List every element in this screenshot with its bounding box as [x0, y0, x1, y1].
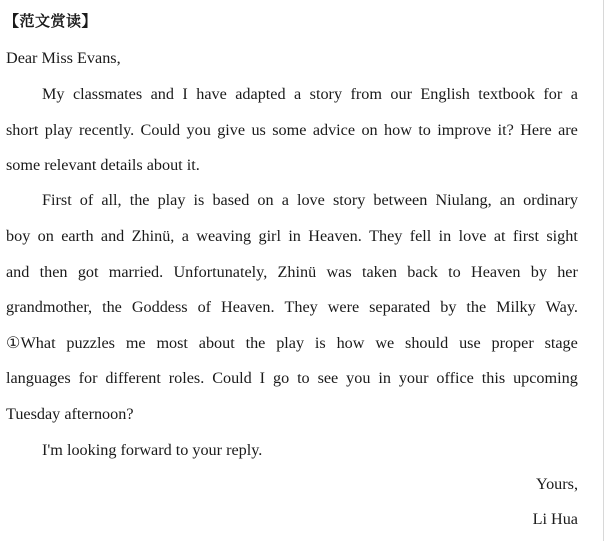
word: advice	[312, 121, 356, 139]
word: story	[309, 85, 343, 103]
paragraph-1-line-1	[42, 84, 578, 104]
word: for	[78, 369, 98, 387]
word: is	[193, 191, 205, 209]
word: it?	[497, 121, 514, 139]
word: ①What	[6, 334, 56, 352]
word: Goddess	[131, 298, 188, 316]
word: weaving	[196, 227, 252, 245]
word: adapted	[235, 85, 286, 103]
word: in	[288, 227, 301, 245]
word: in	[378, 369, 391, 387]
word: My	[42, 85, 65, 103]
word: our	[390, 85, 412, 103]
word: love	[296, 191, 325, 209]
word: back	[407, 263, 438, 281]
word: recently.	[79, 121, 135, 139]
word: give	[217, 121, 246, 139]
word: this	[481, 369, 506, 387]
word: different	[105, 369, 161, 387]
word: a	[294, 85, 302, 103]
word: Heaven	[471, 263, 521, 281]
word: should	[405, 334, 449, 352]
paragraph-2-line-2	[6, 226, 578, 246]
word: her	[557, 263, 578, 281]
word: separated	[369, 298, 431, 316]
word: Zhinü	[277, 263, 317, 281]
word: an	[499, 191, 516, 209]
word: story	[332, 191, 366, 209]
section-heading: 【范文赏读】	[4, 12, 98, 30]
word: to	[418, 121, 431, 139]
word: Niulang,	[435, 191, 492, 209]
word: about	[198, 334, 235, 352]
word: Could	[140, 121, 181, 139]
word: was	[326, 263, 352, 281]
word: are	[558, 121, 578, 139]
word: the	[245, 334, 266, 352]
word: upcoming	[513, 369, 578, 387]
word: you	[346, 369, 371, 387]
word: of	[79, 191, 94, 209]
word: on	[37, 227, 54, 245]
word: play	[44, 121, 73, 139]
word: languages	[6, 369, 71, 387]
word: Unfortunately,	[173, 263, 268, 281]
word: boy	[6, 227, 31, 245]
paragraph-2-line-6	[6, 368, 578, 388]
word: me	[125, 334, 146, 352]
paragraph-2-line-3	[6, 262, 578, 282]
letter-closing: Yours,	[536, 475, 578, 493]
word: how	[336, 334, 365, 352]
word: Heaven.	[221, 298, 275, 316]
word: They	[369, 227, 403, 245]
word: then	[39, 263, 68, 281]
paragraph-2-line-1	[42, 190, 578, 210]
word: all,	[101, 191, 122, 209]
word: go	[272, 369, 290, 387]
word: a	[281, 191, 289, 209]
word: based	[212, 191, 250, 209]
word: is	[314, 334, 326, 352]
word: improve	[437, 121, 492, 139]
word: you	[186, 121, 211, 139]
letter-signature: Li Hua	[532, 510, 578, 528]
word: a	[570, 85, 578, 103]
word: were	[327, 298, 360, 316]
word: and	[6, 263, 30, 281]
word: English	[420, 85, 470, 103]
word: sight	[546, 227, 578, 245]
word: grandmother,	[6, 298, 93, 316]
word: ordinary	[523, 191, 578, 209]
word: proper	[491, 334, 534, 352]
word: fell	[409, 227, 432, 245]
word: a	[181, 227, 189, 245]
word: some	[272, 121, 307, 139]
word: us	[251, 121, 266, 139]
word: see	[317, 369, 339, 387]
word: on	[361, 121, 378, 139]
paragraph-3: I'm looking forward to your reply.	[42, 441, 263, 459]
word: Zhinü,	[131, 227, 175, 245]
paragraph-1-line-3: some relevant details about it.	[6, 156, 200, 174]
word: of	[197, 298, 212, 316]
word: by	[530, 263, 547, 281]
word: office	[436, 369, 474, 387]
word: short	[6, 121, 39, 139]
word: stage	[544, 334, 578, 352]
word: textbook	[478, 85, 535, 103]
word: Heaven.	[308, 227, 362, 245]
word: and	[150, 85, 174, 103]
word: taken	[361, 263, 398, 281]
word: your	[398, 369, 429, 387]
word: got	[77, 263, 99, 281]
word: Milky	[496, 298, 536, 316]
word: play	[276, 334, 305, 352]
paragraph-2-line-7: Tuesday afternoon?	[6, 405, 134, 423]
word: use	[459, 334, 481, 352]
word: most	[156, 334, 188, 352]
paragraph-1-line-2	[6, 120, 578, 140]
paragraph-2-line-5	[6, 333, 578, 353]
word: puzzles	[66, 334, 115, 352]
word: Way.	[545, 298, 578, 316]
word: first	[512, 227, 539, 245]
word: at	[493, 227, 506, 245]
word: roles.	[168, 369, 205, 387]
paragraph-2-line-4	[6, 297, 578, 317]
word: by	[440, 298, 457, 316]
word: love	[458, 227, 487, 245]
word: classmates	[72, 85, 143, 103]
word: have	[196, 85, 227, 103]
word: from	[350, 85, 382, 103]
word: Could	[212, 369, 252, 387]
word: for	[543, 85, 563, 103]
word: and	[100, 227, 125, 245]
word: the	[102, 298, 122, 316]
word: I	[182, 85, 188, 103]
word: the	[466, 298, 487, 316]
word: play	[157, 191, 186, 209]
letter-salutation: Dear Miss Evans,	[6, 49, 121, 67]
word: how	[384, 121, 412, 139]
word: I	[259, 369, 266, 387]
word: to	[297, 369, 310, 387]
word: between	[373, 191, 428, 209]
word: in	[438, 227, 452, 245]
page-edge-rule	[603, 0, 604, 541]
word: we	[375, 334, 395, 352]
word: girl	[258, 227, 281, 245]
word: to	[448, 263, 461, 281]
word: the	[129, 191, 150, 209]
word: They	[284, 298, 318, 316]
word: Here	[520, 121, 552, 139]
word: married.	[108, 263, 164, 281]
word: First	[42, 191, 72, 209]
word: on	[257, 191, 274, 209]
word: earth	[61, 227, 94, 245]
